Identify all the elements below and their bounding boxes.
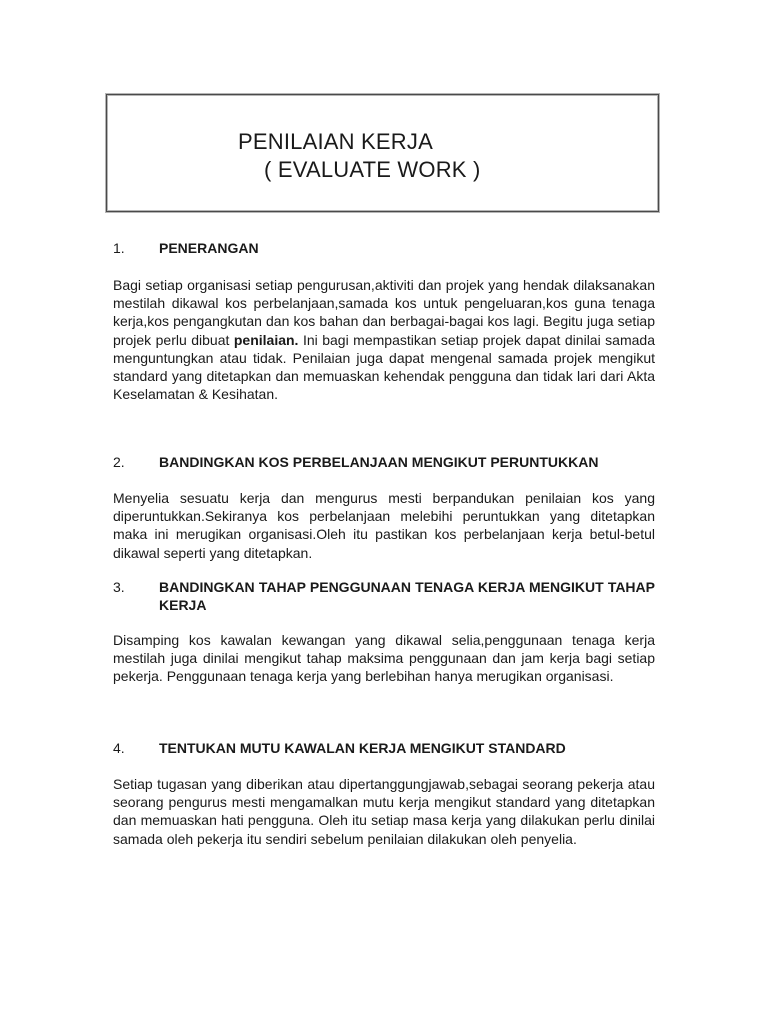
document-subtitle: ( EVALUATE WORK )	[264, 157, 481, 182]
section-number: 2.	[113, 454, 125, 470]
section-4-paragraph: Setiap tugasan yang diberikan atau dipertanggungjawab,sebagai seorang pekerja atau seorang pengurus mesti mengamalkan mutu kerja mengikut standard yang ditetapkan dan memuaskan hati pengguna. Oleh itu setiap masa kerja yang dilakukan perlu dinilai samada oleh pekerja itu sendiri sebelum penilaian dilakukan oleh penyelia.	[113, 776, 655, 847]
section-title: TENTUKAN MUTU KAWALAN KERJA MENGIKUT STANDARD	[159, 740, 566, 756]
title-box	[106, 94, 659, 212]
section-2-paragraph: Menyelia sesuatu kerja dan mengurus mesti berpandukan penilaian kos yang diperuntukkan.Sekiranya kos perbelanjaan melebihi peruntukkan yang ditetapkan maka ini merugikan organisasi.Oleh itu pastikan kos perbelanjaan kerja betul-betul dikawal seperti yang ditetapkan.	[113, 490, 655, 561]
document-title: PENILAIAN KERJA	[238, 129, 433, 154]
section-1-heading	[113, 239, 655, 257]
section-2-heading	[113, 453, 655, 471]
section-number: 1.	[113, 240, 125, 256]
section-1-paragraph	[113, 276, 655, 403]
bold-term: penilaian.	[233, 331, 299, 348]
paragraph-text: Bagi setiap organisasi setiap pengurusan,aktiviti dan projek yang hendak dilaksanakan mestilah dikawal kos perbelanjaan,samada kos untuk pengeluaran,kos guna tenaga kerja,kos pengangkutan dan kos bahan dan berbagai-bagai kos lagi. Begitu juga setiap projek perlu dibuat	[113, 277, 655, 348]
section-3-paragraph: Disamping kos kawalan kewangan yang dikawal selia,penggunaan tenaga kerja mestilah juga dinilai mengikut tahap maksima penggunaan dan jam kerja bagi setiap pekerja. Penggunaan tenaga kerja yang berlebihan hanya merugikan organisasi.	[113, 632, 655, 685]
paragraph-text: Ini bagi mempastikan setiap projek dapat dinilai samada menguntungkan atau tidak. Penilaian juga dapat mengenal samada projek mengikut standard yang ditetapkan dan memuaskan kehendak pengguna dan tidak lari dari Akta Keselamatan & Kesihatan.	[113, 331, 655, 403]
section-title: PENERANGAN	[159, 240, 259, 256]
section-title: BANDINGKAN KOS PERBELANJAAN MENGIKUT PERUNTUKKAN	[159, 454, 599, 470]
section-4-heading	[113, 739, 655, 757]
section-3-heading	[113, 578, 655, 614]
section-number: 4.	[113, 740, 125, 756]
section-title: BANDINGKAN TAHAP PENGGUNAAN TENAGA KERJA MENGIKUT TAHAP KERJA	[159, 579, 655, 613]
section-number: 3.	[113, 579, 125, 595]
